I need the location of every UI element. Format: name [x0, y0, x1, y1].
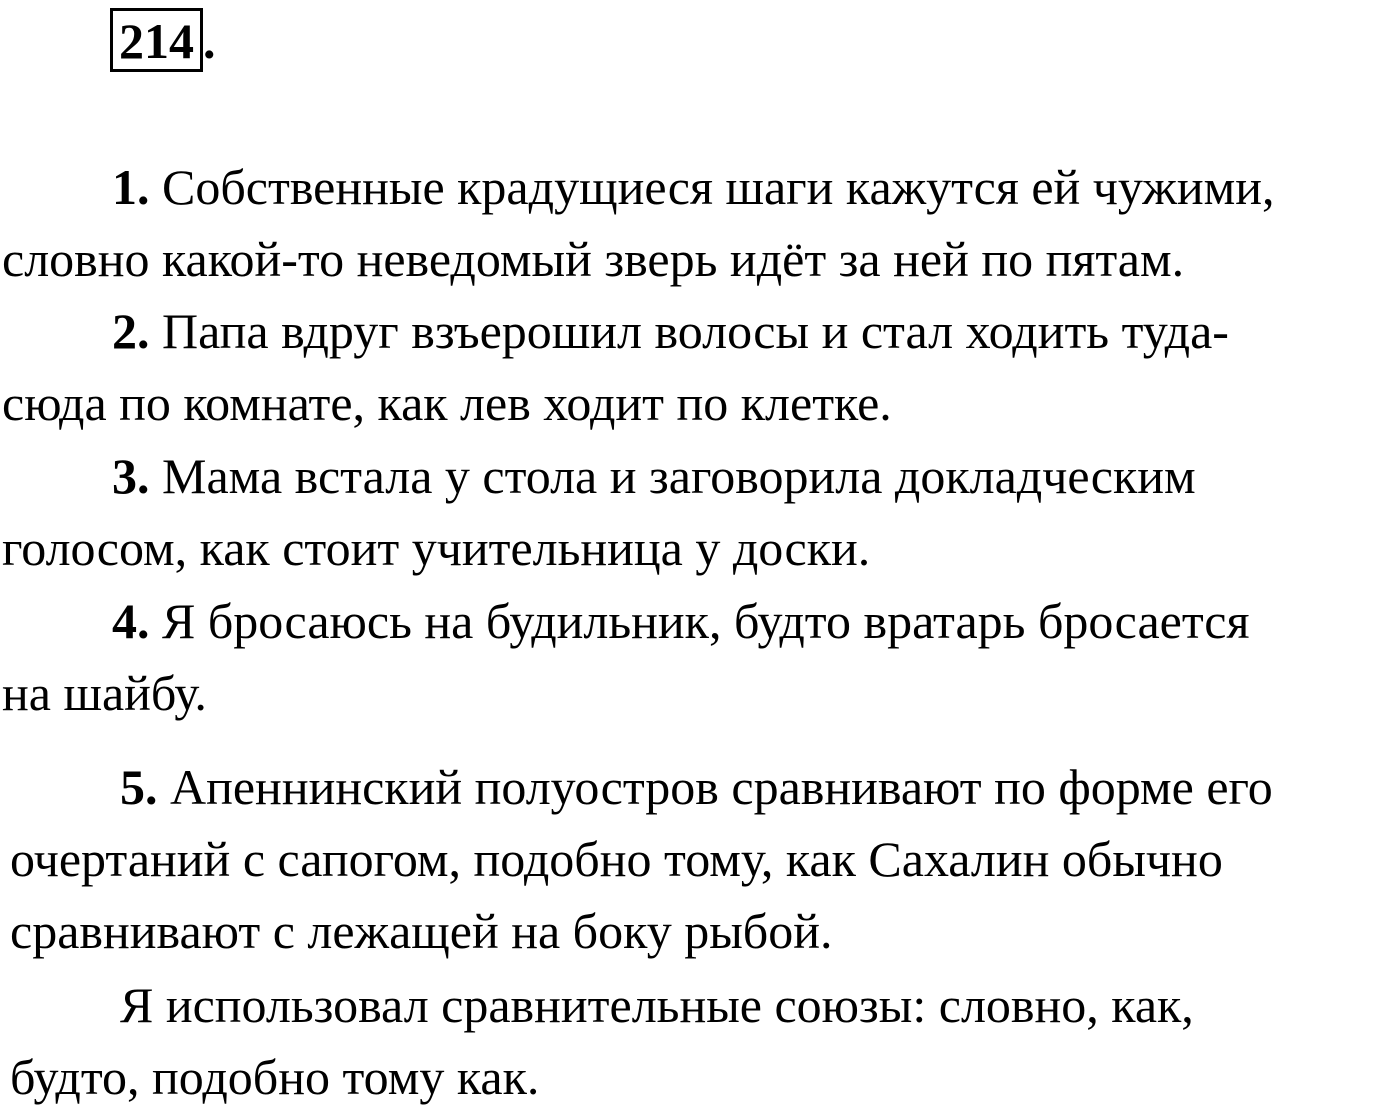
item-5-text-3: сравнивают с лежащей на боку рыбой.: [10, 903, 833, 959]
conclusion-line-2: [10, 1049, 540, 1105]
item-4-text-2: на шайбу.: [2, 665, 207, 721]
task-number: [110, 8, 216, 72]
item-5-text-2: очертаний с сапогом, подобно тому, как Сахалин обычно: [10, 831, 1223, 887]
task-number-suffix: .: [203, 13, 216, 69]
item-1-text-1: Собственные крадущиеся шаги кажутся ей чужими,: [149, 159, 1275, 215]
item-5-line-1: [120, 759, 1273, 815]
item-4-line-2: [2, 665, 207, 721]
item-5-line-2: [10, 831, 1223, 887]
item-3-text-1: Мама встала у стола и заговорила докладческим: [149, 448, 1196, 504]
item-2-text-2: сюда по комнате, как лев ходит по клетке.: [2, 375, 892, 431]
conclusion-text-2: будто, подобно тому как.: [10, 1049, 540, 1105]
item-4-text-1: Я бросаюсь на будильник, будто вратарь бросается: [149, 593, 1250, 649]
item-5-number: 5.: [120, 759, 158, 815]
item-4-line-1: [112, 593, 1250, 649]
item-3-line-2: [2, 520, 871, 576]
item-4-number: 4.: [112, 593, 150, 649]
item-2-line-2: [2, 375, 892, 431]
item-1-text-2: словно какой-то неведомый зверь идёт за ней по пятам.: [2, 231, 1185, 287]
item-3-line-1: [112, 448, 1196, 504]
task-number-box: [110, 8, 203, 72]
item-2-line-1: [112, 303, 1229, 359]
item-2-text-1: Папа вдруг взъерошил волосы и стал ходить туда-: [149, 303, 1229, 359]
conclusion-text-1: Я использовал сравнительные союзы: словно, как,: [120, 977, 1194, 1033]
conclusion-line-1: [120, 977, 1194, 1033]
item-1-line-2: [2, 231, 1185, 287]
item-2-number: 2.: [112, 303, 150, 359]
item-1-line-1: [112, 159, 1275, 215]
item-3-number: 3.: [112, 448, 150, 504]
item-1-number: 1.: [112, 159, 150, 215]
item-5-line-3: [10, 903, 833, 959]
item-3-text-2: голосом, как стоит учительница у доски.: [2, 520, 871, 576]
task-number-value: 214: [119, 13, 194, 69]
item-5-text-1: Апеннинский полуостров сравнивают по форме его: [157, 759, 1273, 815]
